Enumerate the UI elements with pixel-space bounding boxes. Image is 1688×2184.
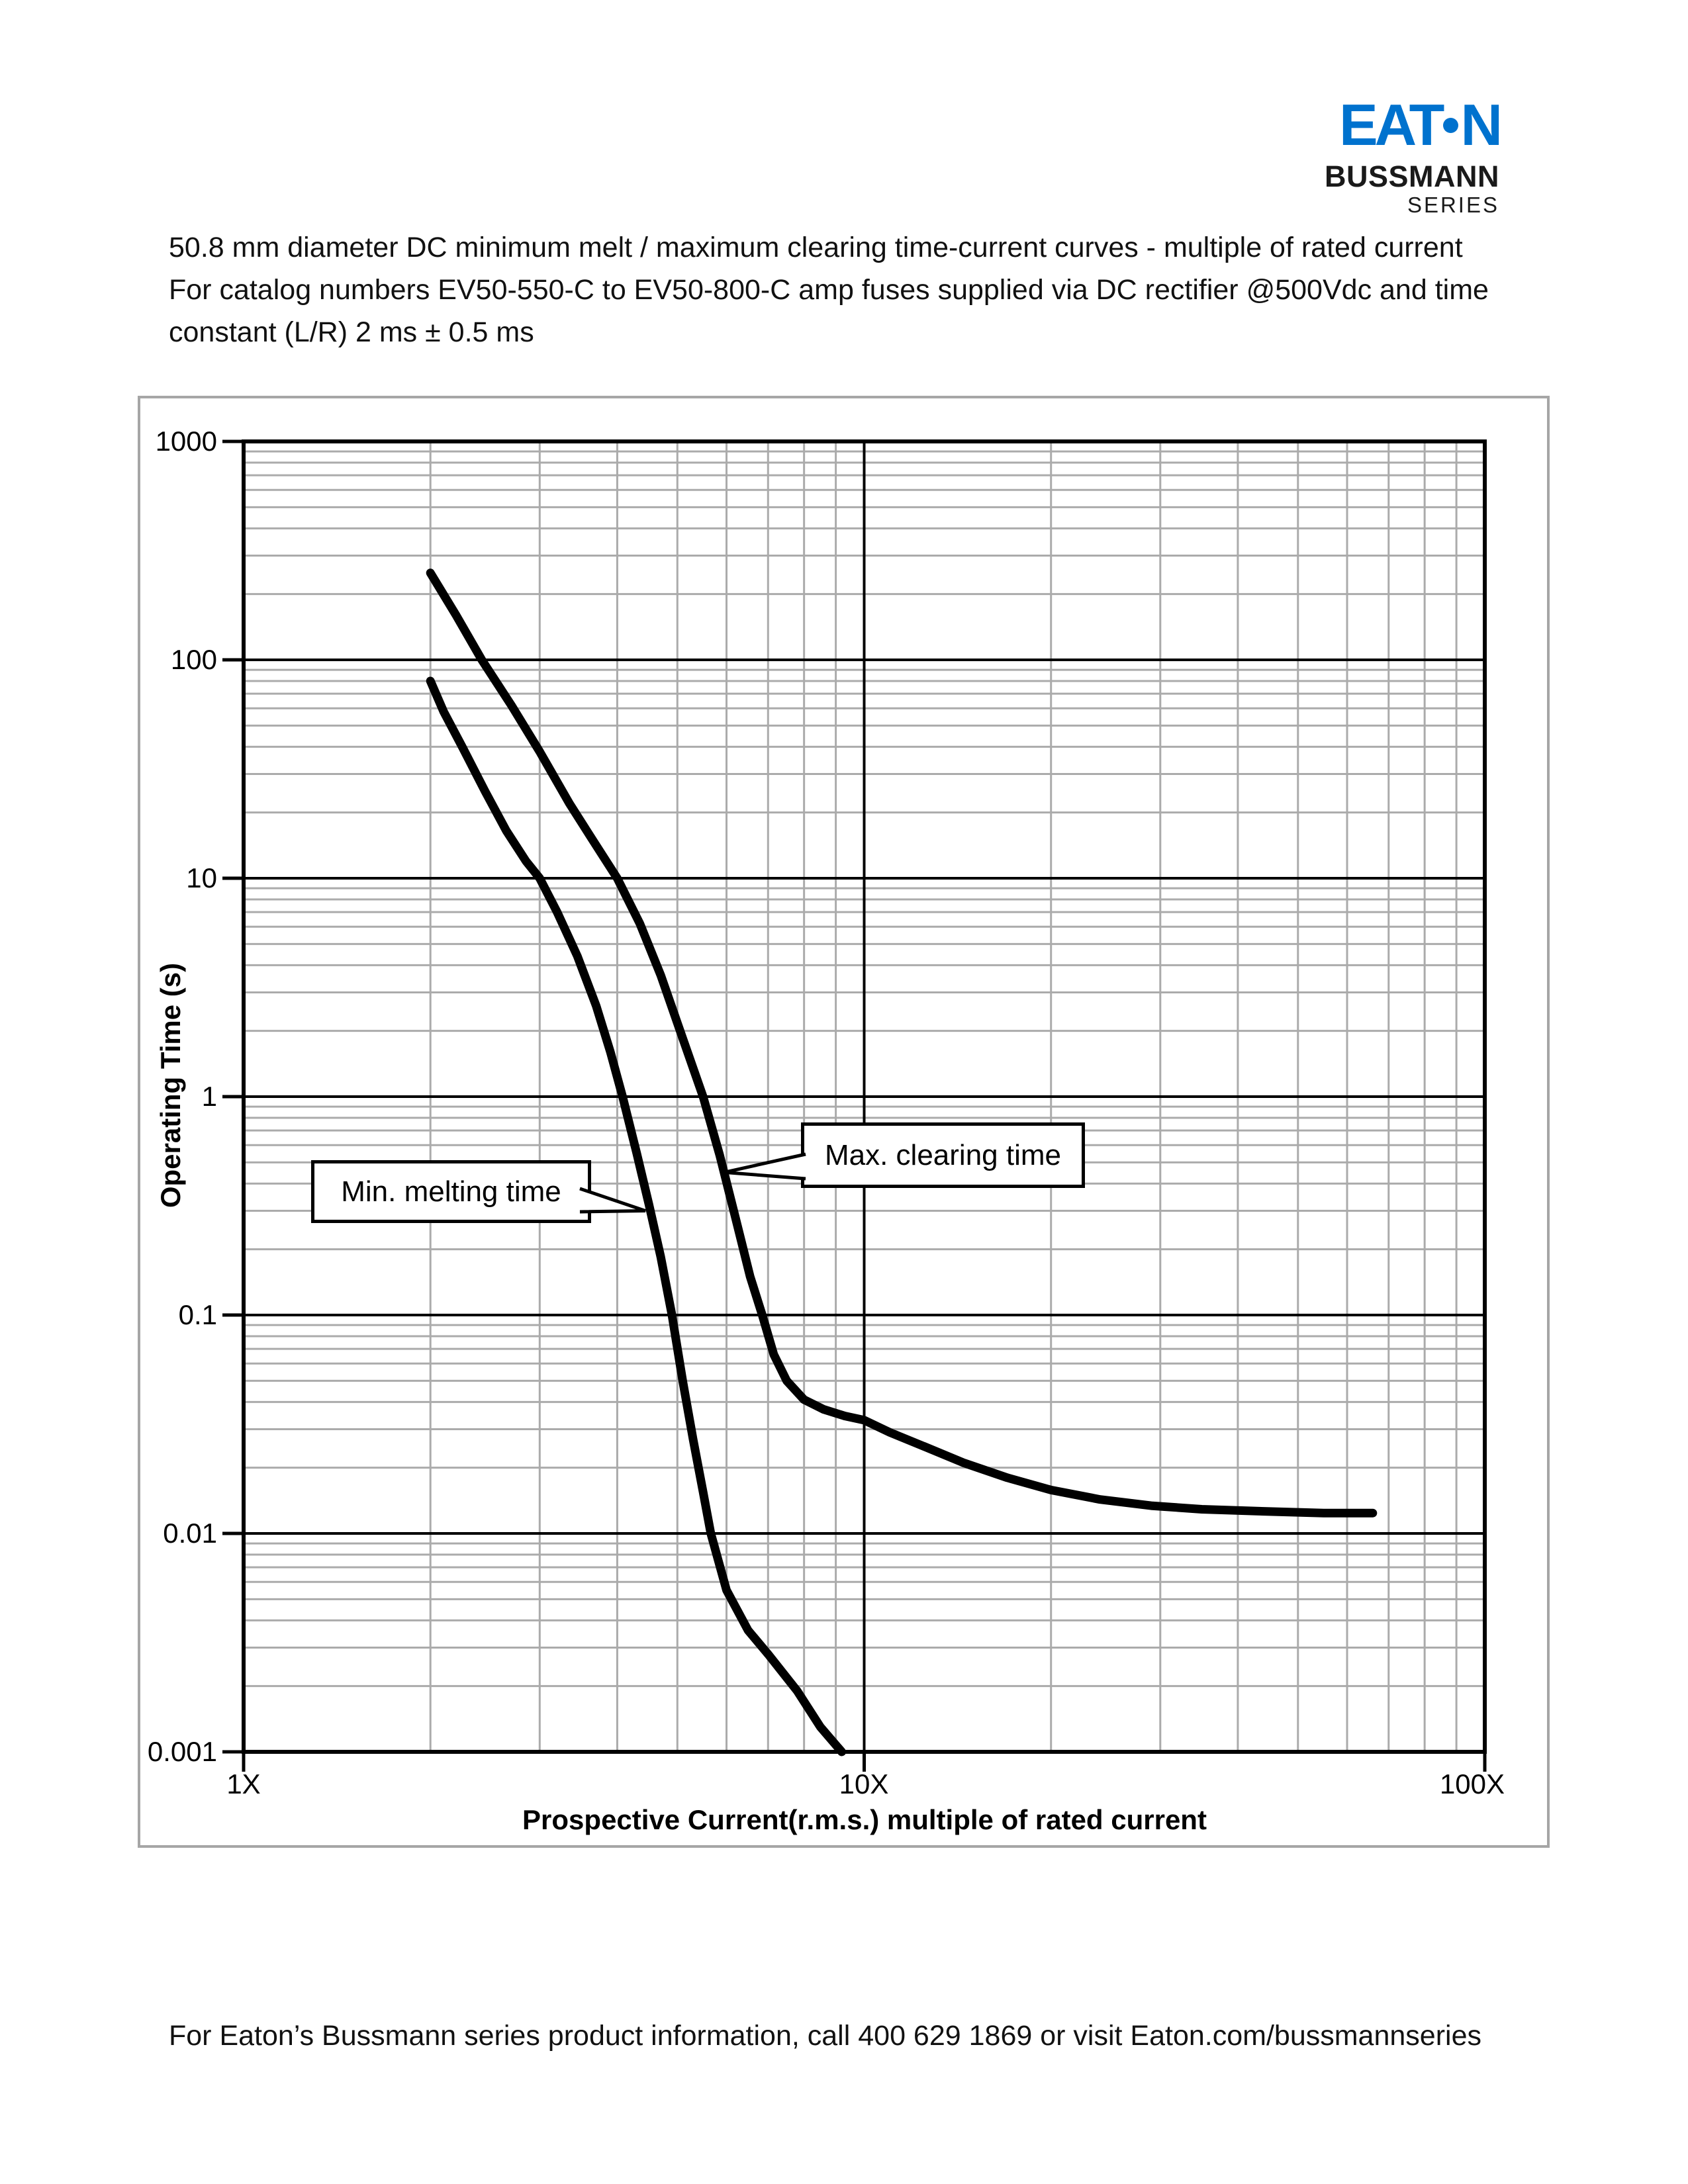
y-tick-1000: 1000 <box>155 426 217 457</box>
y-axis-title: Operating Time (s) <box>155 962 186 1208</box>
callout-min-melting-time <box>311 1160 591 1223</box>
callout-max-label: Max. clearing time <box>824 1138 1061 1171</box>
bussmann-wordmark: BUSSMANN <box>1324 159 1499 193</box>
eaton-dot-icon <box>1443 118 1458 133</box>
x-tick-100x: 100X <box>1439 1768 1505 1799</box>
x-axis-title: Prospective Current(r.m.s.) multiple of rated current <box>522 1804 1207 1835</box>
y-tick-0p1: 0.1 <box>178 1299 217 1330</box>
eaton-logo-text-right: N <box>1460 92 1499 158</box>
x-tick-10x: 10X <box>839 1768 889 1799</box>
y-tick-0p01: 0.01 <box>163 1518 217 1549</box>
page-title-line-1: 50.8 mm diameter DC minimum melt / maximum clearing time-current curves - multiple of rated current <box>169 232 1463 263</box>
y-tick-10: 10 <box>186 862 217 893</box>
page-title <box>169 226 1526 353</box>
y-tick-0p001: 0.001 <box>147 1736 217 1767</box>
chart-frame <box>138 396 1550 1848</box>
eaton-logo-text-left: EAT <box>1338 92 1442 158</box>
eaton-bussmann-logo <box>1291 92 1499 217</box>
page-title-line-2: For catalog numbers EV50-550-C to EV50-800-C amp fuses supplied via DC rectifier @500Vdc and time <box>169 274 1489 306</box>
x-tick-1x: 1X <box>226 1768 261 1799</box>
callout-min-label: Min. melting time <box>341 1175 561 1208</box>
page-title-line-3: constant (L/R) 2 ms ± 0.5 ms <box>169 316 534 348</box>
eaton-logo <box>1291 92 1499 158</box>
series-wordmark: SERIES <box>1407 193 1499 217</box>
y-tick-100: 100 <box>170 644 217 675</box>
page-footer: For Eaton’s Bussmann series product information, call 400 629 1869 or visit Eaton.com/bussmannseries <box>169 2020 1481 2052</box>
y-tick-1: 1 <box>201 1081 217 1112</box>
callout-max-clearing-time <box>801 1122 1085 1188</box>
